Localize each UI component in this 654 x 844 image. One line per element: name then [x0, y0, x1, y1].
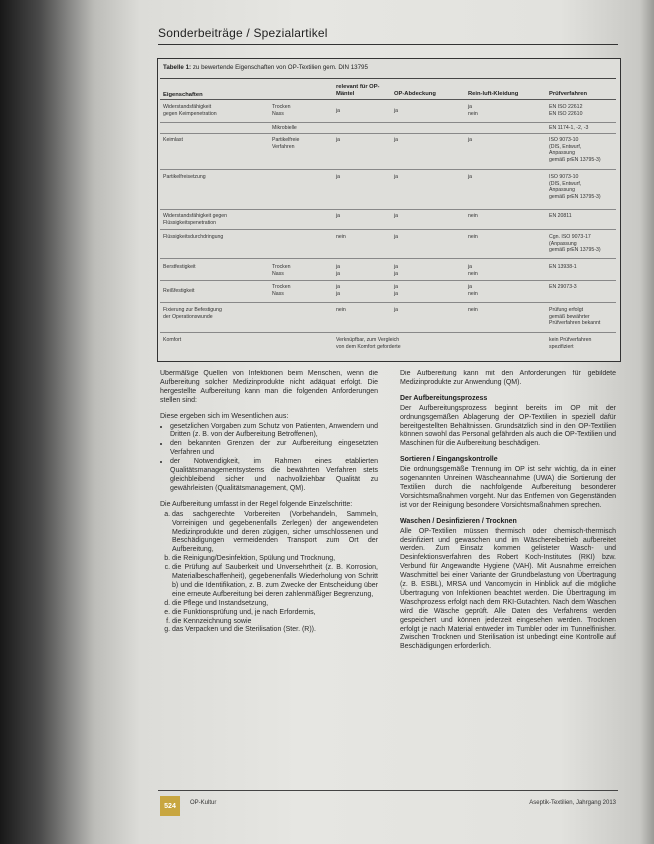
table-cell-test-method: EN 13938-1: [549, 264, 577, 270]
table-row-rule: [160, 169, 616, 170]
paragraph: Die ordnungsgemäße Trennung im OP ist sehr wichtig, da in einer sogenannten Unreinen Wäscheannahme (UWA) die Sortierung der Textilien durch die nachfolgende Aufbereitung besonderer Vorsichtsmaßnahmen vorgeht. Nur das Entfernen von Gegenständen ist vor der Reinigung besondere Vorsichtsmaßnahmen sprechen.: [400, 466, 616, 509]
header-rule: [158, 44, 618, 45]
list-item: • der Notwendigkeit, im Rahmen eines etablierten Qualitätsmanagementsystems die bewährten Verfahren stets gleichbleibend sicher und nachvollziehbar Qualität zu gewährleisten (Qualitätsmanagement, QM).: [170, 458, 378, 494]
table-cell-gowns: nein: [336, 234, 346, 240]
footer-left: OP-Kultur: [190, 800, 217, 806]
table-header-test-method: Prüfverfahren: [549, 91, 588, 97]
body-column-left: [160, 370, 378, 778]
table-cell-property: Komfort: [163, 337, 182, 343]
table-caption-label: Tabelle 1:: [163, 64, 192, 71]
table-cell-condition: Partikelfreie Verfahren: [272, 137, 300, 150]
bullet-list: [160, 423, 378, 494]
steps-list: [160, 511, 378, 636]
table-cell-condition: Trocken Nass: [272, 264, 291, 277]
table-row-rule: [160, 133, 616, 134]
list-item: • den bekannten Grenzen der zur Aufbereitung eingesetzten Verfahren und: [170, 440, 378, 458]
list-item: b. die Reinigung/Desinfektion, Spülung und Trocknung,: [172, 555, 378, 564]
paragraph: Übermäßige Quellen von Infektionen beim Menschen, wenn die Aufbereitung solcher Medizinprodukte nicht adäquat erfolgt. Die hergestellte Aufbereitung kann man die folgenden Anforderungen stellen sind:: [160, 370, 378, 404]
table-cell-property: Widerstandsfähigkeit gegen Keimpenetration: [163, 104, 217, 117]
table-row-rule: [160, 302, 616, 303]
paragraph: Alle OP-Textilien müssen thermisch oder chemisch-thermisch desinfiziert und gewaschen und im Wäschereibetrieb aufbereitet werden. Zum Einsatz kommen gelisteter Wasch- und Desinfektionsverfahren des Robert Koch-Institutes (RKI) bzw. Verbund für Angewandte Hygiene (VAH). Mit Ausnahme erreichen Waschmittel bei einer Variante der Grundbelastung von Übertragung (z. B. ESBL), MRSA und Vancomycin in Hinblick auf die mögliche Übertragung von Infektionen beachtet werden. Die Übertragung im Waschprozess erfolgt nach dem RKI-Gutachten. Nach dem Waschen wird die Wäsche geprüft. Alle Daten des Verfahrens werden gespeichert und können jederzeit eingesehen werden. Trocknen erfolgt je nach Material entweder im Tumbler oder im Tunnelfinisher. Zwischen Trocknen und Sterilisation ist unbedingt eine Kontrolle auf Beschädigungen erforderlich.: [400, 527, 616, 651]
table-cell-gowns: nein: [336, 307, 346, 313]
table-cell-gowns: ja: [336, 137, 341, 143]
table-caption-rule: [160, 78, 616, 79]
table-cell-property: Partikelfreisetzung: [163, 174, 206, 180]
paragraph: Diese ergeben sich im Wesentlichen aus:: [160, 412, 289, 420]
table-cell-drapes: ja: [394, 108, 399, 114]
table-header-property: Eigenschaften: [163, 92, 203, 98]
table-header-gowns: relevant für OP-Mäntel: [336, 84, 380, 97]
table-cell-property: Reißfestigkeit: [163, 288, 195, 294]
section-heading: Der Aufbereitungsprozess: [400, 394, 488, 402]
table-cell-test-method: ISO 9073-10 (DIS, Entwurf, Anpassung gemäß prEN 13795-3): [549, 137, 601, 163]
table-caption: [163, 64, 368, 71]
table-cell-test-method: Cgn. ISO 9073-17 (Anpassung gemäß prEN 13795-3): [549, 234, 601, 254]
table-cell-test-method: EN 1174-1, -2, -3: [549, 125, 589, 131]
footer-right: Aseptik-Textilien, Jahrgang 2013: [529, 800, 616, 806]
table-row-rule: [160, 209, 616, 210]
table-cell-drapes: ja: [394, 137, 399, 143]
table-cell-drapes: ja ja: [394, 264, 399, 277]
table-cell-property: Fixierung zur Befestigung der Operationswunde: [163, 307, 222, 320]
table-cell-gowns: ja: [336, 108, 341, 114]
table-cell-cleanair: ja: [468, 137, 473, 143]
table-cell-condition: Trocken Nass: [272, 284, 291, 297]
footer-rule: [158, 790, 618, 791]
table-cell-condition: Trocken Nass: [272, 104, 291, 117]
table-cell-test-method: EN 29073-3: [549, 284, 577, 290]
body-column-right: [400, 370, 616, 778]
paragraph: Die Aufbereitung kann mit den Anforderungen für gebildete Medizinprodukte zur Anwendung (QM).: [400, 370, 616, 386]
table-cell-drapes: ja: [394, 307, 399, 313]
table-cell-property: Keimlast: [163, 137, 183, 143]
list-item: e. die Funktionsprüfung und, je nach Erfordernis,: [172, 609, 378, 618]
page-number: 524: [160, 796, 180, 816]
table-cell-cleanair: nein: [468, 213, 478, 219]
table-row-rule: [160, 229, 616, 230]
table-cell-cleanair: ja nein: [468, 284, 478, 297]
table-cell-gowns: ja: [336, 174, 341, 180]
table-cell-drapes: ja: [394, 234, 399, 240]
table-cell-test-method: EN ISO 22612 EN ISO 22610: [549, 104, 583, 117]
table-cell-condition: Mikrobielle: [272, 125, 297, 131]
table-header-rule: [160, 99, 616, 100]
list-item: g. das Verpacken und die Sterilisation (Ster. (R)).: [172, 626, 378, 635]
paragraph: Die Aufbereitung umfasst in der Regel folgende Einzelschritte:: [160, 500, 353, 508]
list-item: f. die Kennzeichnung sowie: [172, 618, 378, 627]
table-row-rule: [160, 332, 616, 333]
table-cell-drapes: ja: [394, 213, 399, 219]
page-header: Sonderbeiträge / Spezialartikel: [158, 26, 328, 40]
list-item: c. die Prüfung auf Sauberkeit und Unversehrtheit (z. B. Korrosion, Materialbeschaffenheit), gegebenenfalls Wiederholung von Schritt b) und die Identifikation, z. B. zum Zwecke der Entscheidung über eine erneute Aufbereitung bei deren zahlenmäßiger Begrenzung,: [172, 564, 378, 600]
table-cell-cleanair: ja nein: [468, 104, 478, 117]
table-cell-property: Berstfestigkeit: [163, 264, 196, 270]
table-cell-property: Flüssigkeitsdurchdringung: [163, 234, 224, 240]
list-item: • gesetzlichen Vorgaben zum Schutz von Patienten, Anwendern und Dritten (z. B. von der Aufbereitung Betroffenen),: [170, 423, 378, 441]
table-cell-drapes: ja: [394, 174, 399, 180]
table-cell-gowns: ja: [336, 213, 341, 219]
table-header-drapes: OP-Abdeckung: [394, 91, 436, 97]
list-item: d. die Pflege und Instandsetzung,: [172, 600, 378, 609]
table-cell-test-method: Prüfung erfolgt gemäß bewährter Prüfverfahren bekannt: [549, 307, 601, 327]
table-cell-drapes: ja ja: [394, 284, 399, 297]
table-row-rule: [160, 122, 616, 123]
table-cell-gowns: ja ja: [336, 264, 341, 277]
table-header-cleanair: Rein-luft-Kleidung: [468, 91, 519, 97]
section-heading: Waschen / Desinfizieren / Trocknen: [400, 517, 517, 525]
section-heading: Sortieren / Eingangskontrolle: [400, 456, 498, 464]
table-caption-text: zu bewertende Eigenschaften von OP-Textilien gem. DIN 13795: [192, 64, 368, 71]
list-item: a. das sachgerechte Vorbereiten (Vorbehandeln, Sammeln, Vorreinigen und gegebenenfalls Zerlegen) der angewendeten Medizinprodukte und deren zügigen, sicher umschlossenen und Beschädigungen vermeidenden Transport zum Ort der Aufbereitung,: [172, 511, 378, 556]
table-cell-cleanair: nein: [468, 307, 478, 313]
table-row-rule: [160, 258, 616, 259]
table-row-rule: [160, 280, 616, 281]
table-cell-cleanair: ja nein: [468, 264, 478, 277]
table-cell-test-method: kein Prüfverfahren spezifiziert: [549, 337, 592, 350]
table-cell-test-method: EN 20811: [549, 213, 572, 219]
table-cell-property: Widerstandsfähigkeit gegen Flüssigkeitspenetration: [163, 213, 228, 226]
table-cell-gowns: ja ja: [336, 284, 341, 297]
table-cell-test-method: ISO 9073-10 (DIS, Entwurf, Anpassung gemäß prEN 13795-3): [549, 174, 601, 200]
table-cell-gowns: Verknüpfbar, zum Vergleich von dem Komfort geforderte: [336, 337, 401, 350]
table-cell-cleanair: ja: [468, 174, 473, 180]
paragraph: Der Aufbereitungsprozess beginnt bereits im OP mit der ordnungsgemäßen Ablagerung der OP-Textilien in speziell dafür bereitgestellten Behältnissen. Grundsätzlich sind in den OP-Textilien können sowohl das Personal gefährden als auch die OP-Textilien und Maschinen für die Aufbereitung beschädigen.: [400, 404, 616, 448]
table-cell-cleanair: nein: [468, 234, 478, 240]
